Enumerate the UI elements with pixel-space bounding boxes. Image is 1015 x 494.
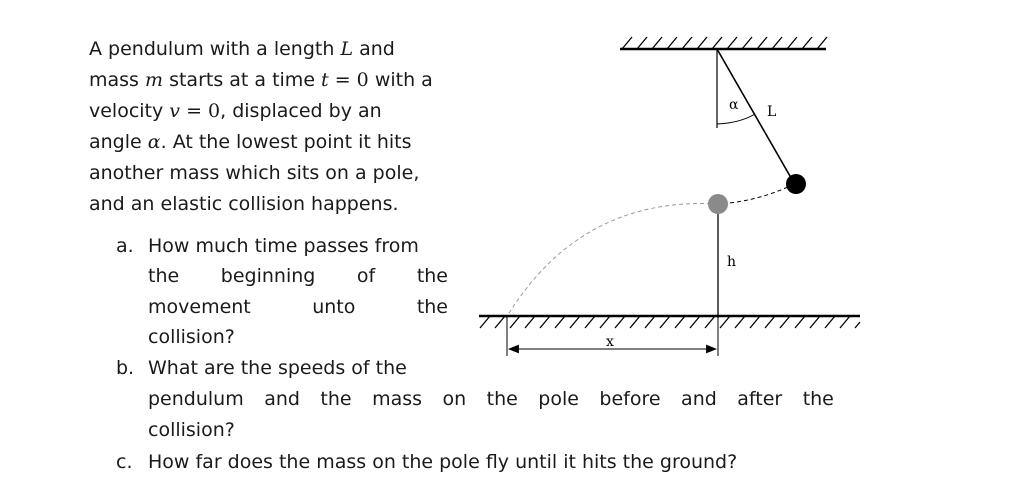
question-b-line-2: pendulum and the mass on the pole before and after the <box>148 388 834 410</box>
question-c-line-1: How far does the mass on the pole fly until it hits the ground? <box>148 451 738 473</box>
question-a-line-4: collision? <box>148 326 235 348</box>
distance-label: x <box>606 334 614 350</box>
intro-line-5: another mass which sits on a pole, <box>89 162 420 184</box>
intro-line-6: and an elastic collision happens. <box>89 193 399 215</box>
question-a-line-1: How much time passes from <box>148 235 419 257</box>
pole-mass <box>708 194 728 214</box>
height-label: h <box>727 254 737 270</box>
question-b-line-3: collision? <box>148 419 235 441</box>
pendulum-swing-path <box>719 184 794 204</box>
question-b-marker: b. <box>116 357 135 379</box>
intro-line-4: angle α. At the lowest point it hits <box>89 131 412 153</box>
intro-line-2: mass m starts at a time t = 0 with a <box>89 69 433 91</box>
pendulum-bob <box>786 174 806 194</box>
question-c-marker: c. <box>116 451 133 473</box>
length-label: L <box>767 104 777 120</box>
question-a-marker: a. <box>116 235 134 257</box>
question-a-line-3: movement unto the <box>148 296 448 318</box>
intro-line-1: A pendulum with a length L and <box>89 38 395 60</box>
ground <box>479 316 860 328</box>
ceiling <box>620 37 827 49</box>
alpha-label: α <box>729 97 739 113</box>
question-a-line-2: the beginning of the <box>148 265 448 287</box>
pendulum-rod <box>717 49 794 183</box>
projectile-trajectory <box>506 204 718 318</box>
question-b-line-1: What are the speeds of the <box>148 357 407 379</box>
angle-arc <box>717 114 755 124</box>
intro-line-3: velocity v = 0, displaced by an <box>89 100 382 122</box>
